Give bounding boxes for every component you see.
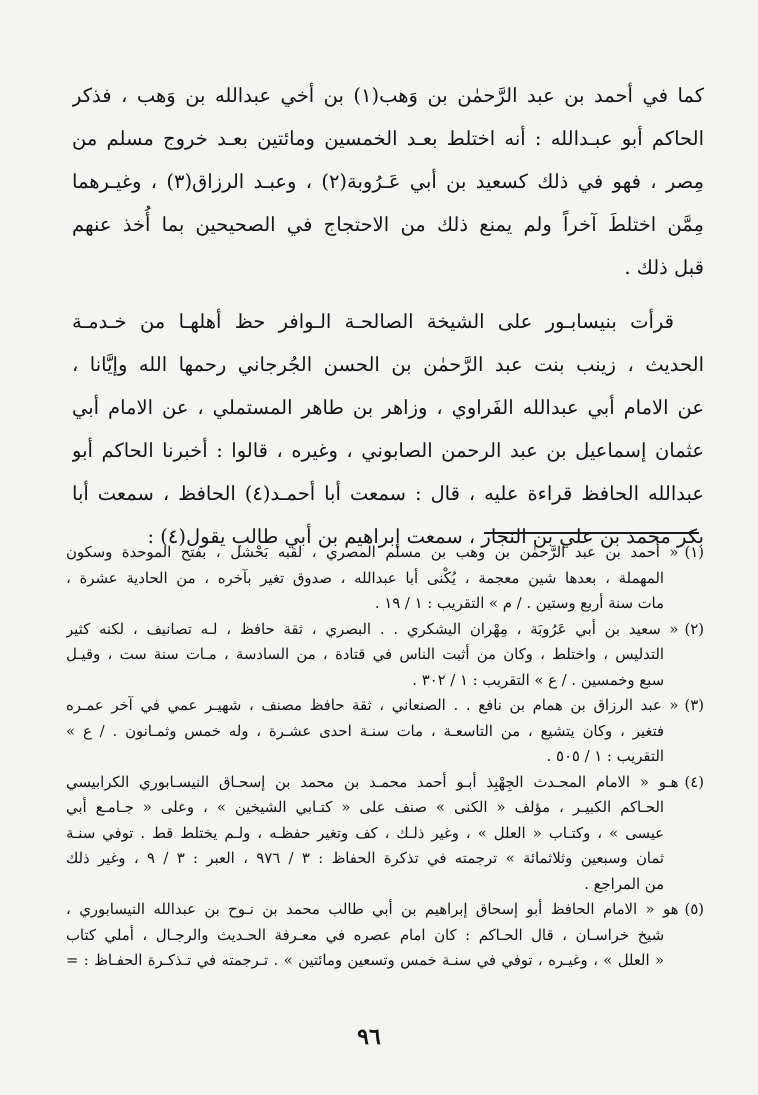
text-line: بكر محمد بن علي بن النجار ، سمعت إبراهيم بن أبي طالب يقول(٤) : <box>147 525 704 548</box>
footnote-text: المهملة ، بعدها شين معجمة ، يُكْنى أبا عبدالله ، صدوق تغير بآخره ، من الحادية عشرة ، <box>66 569 664 587</box>
footnote-2 <box>66 617 704 694</box>
text-line: كما في أحمد بن عبد الرَّحمٰن بن وَهب(١) بن أخي عبدالله بن وَهب ، فذكر <box>72 84 704 107</box>
footnote-text: مات سنة أربع وستين . / م » التقريب : ١ / ١٩ . <box>374 595 664 612</box>
footnote-text: التقريب : ١ / ٥٠٥ . <box>546 748 664 765</box>
text-line: الحديث ، زينب بنت عبد الرَّحمٰن بن الحسن الجُرجاني رحمها الله وإيَّانا ، <box>72 353 704 376</box>
footnote-text: « عبد الرزاق بن همام بن نافع . . الصنعاني ، ثقة حافظ مصنف ، شهيـر عمي في آخر عمـره <box>66 697 679 714</box>
footnote-text: فتغير ، وكان يتشيع ، من التاسعـة ، مات سنـة احدى عشـرة ، وله خمس وثمـانون . / ع » <box>66 722 664 740</box>
footnote-separator <box>484 532 699 534</box>
footnote-text: شيخ خراسـان ، قال الحـاكم : كان امام عصره في معـرفة الحـديث والرجـال ، أملي كتاب <box>66 926 664 944</box>
footnote-number: (٢) <box>684 620 704 638</box>
footnote-text: ثمان وسبعين وثلاثمائة » ترجمته في تذكرة الحفاظ : ٣ / ٩٧٦ ، العبر : ٣ / ٩ ، وغير ذلك <box>66 850 664 867</box>
footnote-text: التدليس ، واختلط ، وكان من أثبت الناس في قتادة ، من السادسة ، مـات سنة ست ، وقيـل <box>66 646 664 663</box>
footnote-text: « العلل » ، وغيـره ، توفي في سنـة خمس وتسعين ومائتين » . تـرجمته في تـذكـرة الحفـاظ : = <box>66 952 664 969</box>
paragraph-1 <box>72 74 704 289</box>
footnote-5 <box>66 897 704 974</box>
footnote-number: (٥) <box>684 901 704 918</box>
text-line: مِصر ، فهو في ذلك كسعيد بن أبي عَـرُوبة(٢) ، وعبـد الرزاق(٣) ، وغيـرهما <box>72 170 704 193</box>
main-text <box>72 74 704 558</box>
footnote-4 <box>66 770 704 898</box>
footnote-number: (٣) <box>684 697 704 714</box>
footnote-1 <box>66 540 704 617</box>
footnotes <box>66 540 704 974</box>
page-number: ٩٦ <box>357 1024 381 1050</box>
footnote-number: (٤) <box>684 773 704 791</box>
text-line: عبدالله الحافظ قراءة عليه ، قال : سمعت أبا أحمـد(٤) الحافظ ، سمعت أبا <box>72 482 704 505</box>
text-line: عن الامام أبي عبدالله الفَراوي ، وزاهر بن طاهر المستملي ، عن الامام أبي <box>72 396 704 419</box>
footnote-text: هو « الامام الحافظ أبو إسحاق إبراهيم بن أبي طالب محمد بن نـوح بن عبدالله النيسابوري ، <box>66 901 679 918</box>
footnote-number: (١) <box>684 544 704 561</box>
footnote-text: هـو « الامام المحـدث الجِهْبِذ أبـو أحمد محمـد بن محمد بن إسحـاق النيسـابوري الكرابيسي <box>66 773 679 791</box>
footnote-3 <box>66 693 704 770</box>
text-line: مِمَّن اختلطَ آخراً ولم يمنع ذلك من الاحتجاج في الصحيحين بما أُخذ عنهم <box>72 213 704 236</box>
text-line: عثمان إسماعيل بن عبد الرحمن الصابوني ، وغيره ، قالوا : أخبرنا الحاكم أبو <box>72 439 704 462</box>
footnote-text: الحـاكم الكبيـر ، مؤلف « الكنى » صنف على « كتـابي الشيخين » ، وعلى « جـامـع أبي <box>66 799 664 816</box>
text-line: قبل ذلك . <box>624 256 704 279</box>
footnote-text: سبع وخمسين . / ع » التقريب : ١ / ٣٠٢ . <box>412 671 664 689</box>
text-line: قرأت بنيسابـور على الشيخة الصالحـة الـوافر حظ أهلهـا من خـدمـة <box>72 310 674 333</box>
footnote-text: « أحمد بن عبد الرَّحمٰن بن وهب بن مسلم المصري ، لقبه بَحْشل ، بفتح الموحدة وسكون <box>66 544 679 561</box>
text-line: الحاكم أبو عبـدالله : أنه اختلط بعـد الخمسين ومائتين بعـد خروج مسلم من <box>72 127 704 150</box>
footnote-text: عيسى » ، وكتـاب « العلل » ، وغير ذلـك ، كف وتغير حفظـه ، ولـم يختلط قط . توفي سنـة <box>66 824 664 842</box>
footnote-text: من المراجع . <box>584 875 664 893</box>
footnote-text: « سعيد بن أبي عَرُوبَة ، مِهْران اليشكري . . البصري ، ثقة حافظ ، لـه تصانيف ، لكنه كثير <box>66 620 679 638</box>
paragraph-2 <box>72 300 704 558</box>
